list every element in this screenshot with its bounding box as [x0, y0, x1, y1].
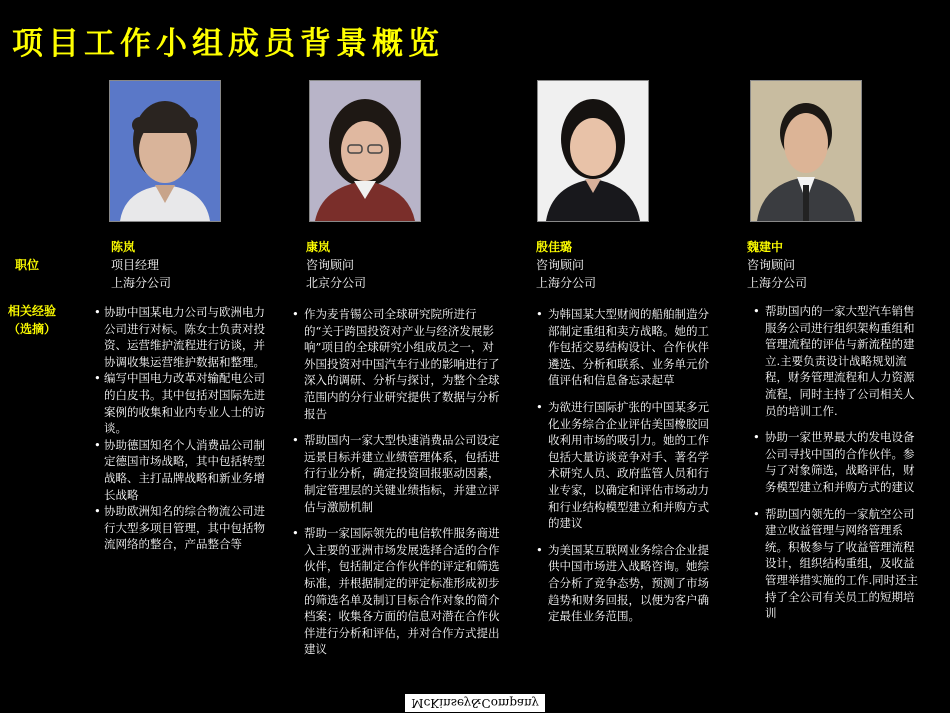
member-name: 殷佳璐: [536, 240, 573, 254]
portrait-kang-lan: [310, 81, 420, 221]
experience-chen-lan: [98, 304, 270, 553]
member-name: 魏建中: [747, 240, 784, 254]
experience-yin-jialu: [535, 306, 715, 635]
portrait-chen-lan: [110, 81, 220, 221]
experience-item: • 帮助一家国际领先的电信软件服务商进入主要的亚洲市场发展选择合适的合作伙伴，包括制定合作伙伴的评定和筛选标准，并根据制定的评定标准形成初步的筛选名单及制订目标合作对象的简介档案；收集各方面的信息对潜在合作伙伴进行分析和评估，并对合作方式提出建议: [291, 525, 503, 658]
experience-item: • 为美国某互联网业务综合企业提供中国市场进入战略咨询。她综合分析了竞争态势，预测了市场趋势和财务回报，以便为客户确定最佳业务范围。: [535, 542, 715, 625]
member-office: 上海分公司: [536, 276, 597, 290]
label-position: 职位: [15, 258, 40, 272]
page-title: 项目工作小组成员背景概览: [12, 26, 444, 62]
experience-item: • 协助中国某电力公司与欧洲电力公司进行对标。陈女士负责对投资、运营维护流程进行访谈，并协调收集运营维护数据和整理。: [98, 304, 270, 370]
member-chen-lan: [111, 238, 171, 292]
member-office: 北京分公司: [306, 276, 367, 290]
photo-wei-jianzhong: [750, 80, 862, 222]
photo-kang-lan: [309, 80, 421, 222]
experience-item: • 为欲进行国际扩张的中国某多元化业务综合企业评估美国橡胶回收利用市场的吸引力。她的工作包括大量访谈竞争对手、著名学术研究人员、政府监管人员和行业专家，以确定和评估市场动力和行业结构模型建立和并购方式的建议: [535, 399, 715, 532]
label-experience-line2: （选摘）: [8, 322, 57, 336]
member-role: 咨询顾问: [536, 258, 585, 272]
member-office: 上海分公司: [111, 276, 172, 290]
member-wei-jianzhong: [747, 238, 807, 292]
experience-item: • 协助欧洲知名的综合物流公司进行大型多项目管理，其中包括物流网络的整合，产品整合等: [98, 503, 270, 553]
experience-item: • 帮助国内领先的一家航空公司建立收益管理与网络管理系统。积极参与了收益管理流程设计，组织结构重组，及收益管理举措实施的工作.同时还主持了全公司有关员工的短期培训: [752, 506, 924, 622]
label-experience-line1: 相关经验: [8, 304, 57, 318]
mckinsey-logo: McKinsey&Company: [405, 694, 545, 712]
photo-chen-lan: [109, 80, 221, 222]
member-kang-lan: [306, 238, 366, 292]
member-yin-jialu: [536, 238, 596, 292]
experience-item: • 帮助国内一家大型快速消费品公司设定远景目标并建立业绩管理体系，包括进行行业分析，确定投资回报驱动因素，制定管理层的关键业绩指标，并建立评估与激励机制: [291, 432, 503, 515]
member-office: 上海分公司: [747, 276, 808, 290]
experience-list: [291, 306, 503, 658]
member-role: 项目经理: [111, 258, 160, 272]
experience-item: • 帮助国内的一家大型汽车销售服务公司进行组织架构重组和管理流程的评估与新流程的建立.主要负责设计战略规划流程，财务管理流程和人力资源流程，同时主持了公司相关人员的培训工作.: [752, 303, 924, 419]
experience-item: • 编写中国电力改革对输配电公司的白皮书。其中包括对国际先进案例的收集和业内专业人士的访谈。: [98, 370, 270, 436]
portrait-yin-jialu: [538, 81, 648, 221]
member-role: 咨询顾问: [747, 258, 796, 272]
experience-wei-jianzhong: [752, 303, 924, 632]
member-role: 咨询顾问: [306, 258, 355, 272]
member-name: 康岚: [306, 240, 331, 254]
experience-item: • 协助德国知名个人消费品公司制定德国市场战略，其中包括转型战略、主打品牌战略和新业务增长战略: [98, 437, 270, 503]
experience-item: • 协助一家世界最大的发电设备公司寻找中国的合作伙伴。参与了对象筛选，战略评估，财务模型建立和并购方式的建议: [752, 429, 924, 495]
experience-list: [752, 303, 924, 622]
experience-kang-lan: [291, 306, 503, 668]
photo-yin-jialu: [537, 80, 649, 222]
experience-list: [535, 306, 715, 625]
experience-list: [98, 304, 270, 553]
member-name: 陈岚: [111, 240, 136, 254]
experience-item: • 作为麦肯锡公司全球研究院所进行的“关于跨国投资对产业与经济发展影响”项目的全球研究小组成员之一，对外国投资对中国汽车行业的影响进行了深入的调研、分析与探讨，为整个全球范围内的分行业研究提供了数据与分析报告: [291, 306, 503, 422]
portrait-wei-jianzhong: [751, 81, 861, 221]
label-experience: [8, 302, 56, 338]
experience-item: • 为韩国某大型财阀的船舶制造分部制定重组和卖方战略。她的工作包括交易结构设计、合作伙伴遴选、分析和联系、业务单元价值评估和信息备忘录起草: [535, 306, 715, 389]
